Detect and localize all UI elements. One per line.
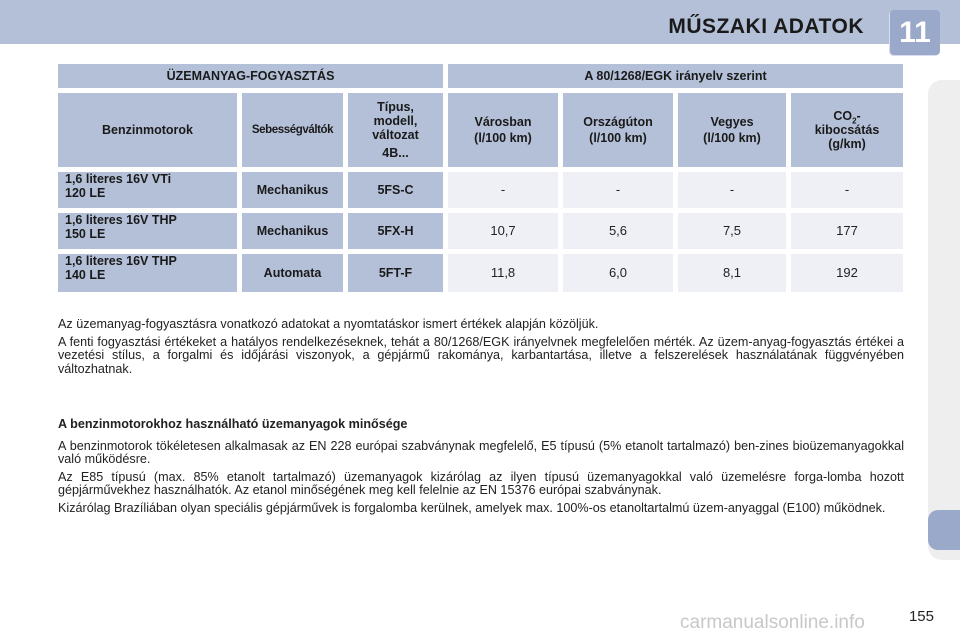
- table-row-mixed: 7,5: [678, 213, 786, 249]
- co2-subscript: 2: [852, 116, 857, 126]
- mixed-header-line: Vegyes: [710, 115, 754, 129]
- consumption-notes: [58, 318, 904, 380]
- paragraph: A fenti fogyasztási értékeket a hatályos rendelkezéseknek, tehát a 80/1268/EGK irányelvnek megfelelően mérték. Az üzem-anyag-fogyasztás értékei a vezetési stílus, a forgalmi és időjárási viszonyok, a gépjármű rakománya, karbantartása, illetve a felszerelések használatának függvényében változhatnak.: [58, 334, 904, 376]
- table-row-road: 6,0: [563, 254, 673, 292]
- type-header-line: változat: [372, 128, 419, 142]
- paragraph: Az E85 típusú (max. 85% etanolt tartalmazó) üzemanyagok kizárólag az ilyen típusú üzemanyagokkal való üzemelésre forga-lomba hozott gépjárművekhez használhatók. Az etanol minőségének meg kell felelnie az EN 15376 európai szabványnak.: [58, 469, 904, 497]
- type-header-line: Típus,: [377, 100, 414, 114]
- table-row-gearbox: Mechanikus: [242, 213, 343, 249]
- paragraph: Kizárólag Brazíliában olyan speciális gépjárművek is forgalomba kerülnek, amelyek max. 100%-os etanoltartalmú üzem-anyaggal (E100) működnek.: [58, 500, 886, 515]
- page-number: 155: [908, 608, 934, 625]
- table-row-mixed: 8,1: [678, 254, 786, 292]
- road-header-line: Országúton: [583, 115, 653, 129]
- co2-header-line: kibocsátás: [814, 123, 880, 137]
- type-header-line: modell,: [373, 114, 418, 128]
- table-row-city: 10,7: [448, 213, 558, 249]
- table-row-type: 5FX-H: [348, 213, 443, 249]
- co2-header-line: [833, 109, 861, 126]
- column-header-gearbox: Sebességváltók: [242, 93, 343, 167]
- engine-line: 1,6 literes 16V THP: [65, 254, 177, 268]
- table-row-gearbox: Mechanikus: [242, 172, 343, 208]
- engine-line: 1,6 literes 16V THP: [65, 213, 177, 227]
- table-row-gearbox: Automata: [242, 254, 343, 292]
- mixed-header-line: (l/100 km): [703, 131, 761, 145]
- table-row-engine: [58, 213, 237, 249]
- co2-hyphen: -: [856, 109, 861, 123]
- column-header-road: [563, 93, 673, 167]
- section-heading: A benzinmotorokhoz használható üzemanyagok minősége: [58, 417, 408, 431]
- engine-line: 1,6 literes 16V VTi: [65, 172, 172, 186]
- group-header-fuel: ÜZEMANYAG-FOGYASZTÁS: [58, 64, 443, 88]
- column-header-type: [348, 93, 443, 167]
- chapter-tab: [890, 10, 940, 55]
- column-header-engine: Benzinmotorok: [58, 93, 237, 167]
- city-header-line: (l/100 km): [474, 131, 532, 145]
- side-strip: [928, 80, 960, 560]
- table-row-engine: [58, 254, 237, 292]
- column-header-co2: [791, 93, 903, 167]
- table-row-engine: [58, 172, 237, 208]
- table-row-type: 5FS-C: [348, 172, 443, 208]
- engine-line: 150 LE: [65, 227, 106, 241]
- table-row-mixed: -: [678, 172, 786, 208]
- type-header-line: 4B...: [382, 146, 409, 160]
- paragraph: Az üzemanyag-fogyasztásra vonatkozó adatokat a nyomtatáskor ismert értékek alapján közöljük.: [58, 317, 599, 331]
- table-row-city: 11,8: [448, 254, 558, 292]
- table-row-road: 5,6: [563, 213, 673, 249]
- co2-label: CO: [833, 109, 853, 123]
- paragraph: A benzinmotorok tökéletesen alkalmasak az EN 228 európai szabványnak megfelelő, E5 típusú (5% etanolt tartalmazó) ben-zines bioüzemanyagokkal való működésre.: [58, 438, 904, 466]
- chapter-number: 11: [899, 16, 931, 49]
- table-row-city: -: [448, 172, 558, 208]
- city-header-line: Városban: [474, 115, 532, 129]
- engine-line: 140 LE: [65, 268, 106, 282]
- table-row-co2: 192: [791, 254, 903, 292]
- column-header-city: [448, 93, 558, 167]
- road-header-line: (l/100 km): [589, 131, 647, 145]
- table-row-type: 5FT-F: [348, 254, 443, 292]
- fuel-quality-section: [58, 418, 904, 519]
- table-row-road: -: [563, 172, 673, 208]
- watermark: carmanualsonline.info: [680, 612, 865, 633]
- co2-header-line: (g/km): [828, 137, 866, 151]
- table-row-co2: 177: [791, 213, 903, 249]
- table-row-co2: -: [791, 172, 903, 208]
- page-title: MŰSZAKI ADATOK: [668, 15, 864, 38]
- engine-line: 120 LE: [65, 186, 106, 200]
- column-header-mixed: [678, 93, 786, 167]
- group-header-directive: A 80/1268/EGK irányelv szerint: [448, 64, 903, 88]
- side-tab: [928, 510, 960, 550]
